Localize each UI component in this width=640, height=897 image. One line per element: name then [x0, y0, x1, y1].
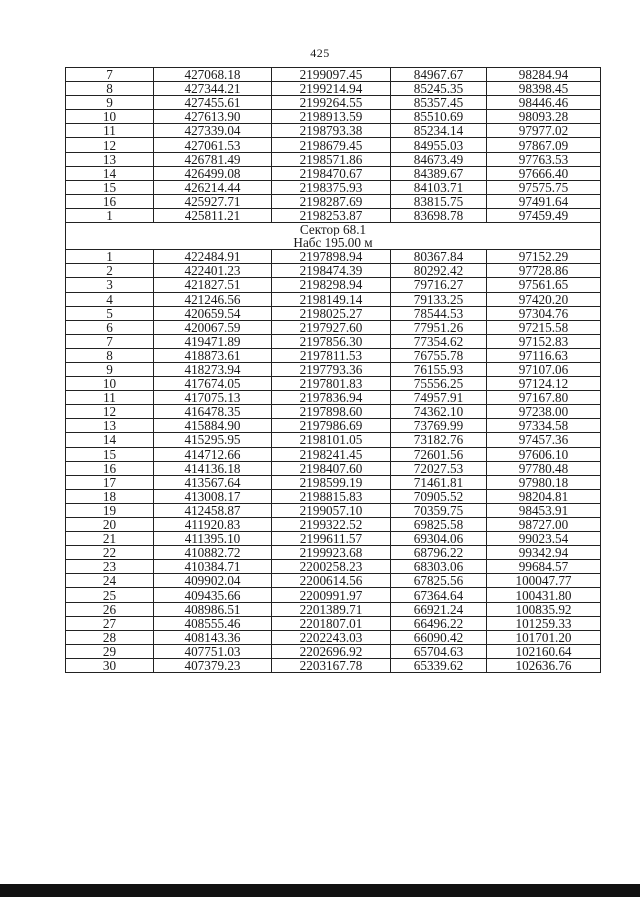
point-number-cell: 27: [66, 616, 154, 630]
table-row: [66, 334, 601, 348]
local-x-cell: 84955.03: [391, 138, 487, 152]
coord-x-cell: 427061.53: [154, 138, 272, 152]
point-number-cell: 26: [66, 602, 154, 616]
point-number-cell: 14: [66, 166, 154, 180]
point-number-cell: 14: [66, 433, 154, 447]
coord-y-cell: 2197898.94: [272, 250, 391, 264]
coord-x-cell: 410384.71: [154, 560, 272, 574]
local-x-cell: 85245.35: [391, 82, 487, 96]
local-x-cell: 67364.64: [391, 588, 487, 602]
coord-y-cell: 2199214.94: [272, 82, 391, 96]
coord-x-cell: 419471.89: [154, 334, 272, 348]
local-y-cell: 97763.53: [487, 152, 601, 166]
point-number-cell: 7: [66, 68, 154, 82]
local-y-cell: 97152.29: [487, 250, 601, 264]
table-row: [66, 630, 601, 644]
coord-y-cell: 2203167.78: [272, 658, 391, 672]
table-row: [66, 532, 601, 546]
table-row: [66, 96, 601, 110]
coord-y-cell: 2197856.30: [272, 334, 391, 348]
coord-y-cell: 2199264.55: [272, 96, 391, 110]
coord-x-cell: 420067.59: [154, 320, 272, 334]
coord-x-cell: 422401.23: [154, 264, 272, 278]
sector-elevation-row: [66, 236, 601, 250]
table-row: [66, 68, 601, 82]
table-row: [66, 362, 601, 376]
coord-y-cell: 2202243.03: [272, 630, 391, 644]
local-x-cell: 69304.06: [391, 532, 487, 546]
coord-y-cell: 2201389.71: [272, 602, 391, 616]
coord-x-cell: 427339.04: [154, 124, 272, 138]
local-x-cell: 74362.10: [391, 405, 487, 419]
coord-x-cell: 420659.54: [154, 306, 272, 320]
table-row: [66, 616, 601, 630]
coord-x-cell: 426499.08: [154, 166, 272, 180]
table-row: [66, 658, 601, 672]
local-x-cell: 85234.14: [391, 124, 487, 138]
point-number-cell: 12: [66, 138, 154, 152]
table-row: [66, 194, 601, 208]
local-x-cell: 68796.22: [391, 546, 487, 560]
table-row: [66, 278, 601, 292]
coord-x-cell: 416478.35: [154, 405, 272, 419]
local-x-cell: 80292.42: [391, 264, 487, 278]
local-x-cell: 76755.78: [391, 348, 487, 362]
point-number-cell: 11: [66, 391, 154, 405]
coord-y-cell: 2199097.45: [272, 68, 391, 82]
coord-y-cell: 2198679.45: [272, 138, 391, 152]
local-y-cell: 97780.48: [487, 461, 601, 475]
coord-x-cell: 426214.44: [154, 180, 272, 194]
local-y-cell: 97459.49: [487, 208, 601, 222]
table-row: [66, 82, 601, 96]
local-x-cell: 84103.71: [391, 180, 487, 194]
coordinates-table: [65, 67, 601, 673]
local-y-cell: 97728.86: [487, 264, 601, 278]
local-y-cell: 97334.58: [487, 419, 601, 433]
coord-x-cell: 417075.13: [154, 391, 272, 405]
table-row: [66, 518, 601, 532]
table-row: [66, 124, 601, 138]
local-y-cell: 100047.77: [487, 574, 601, 588]
coord-x-cell: 421827.51: [154, 278, 272, 292]
coord-x-cell: 425927.71: [154, 194, 272, 208]
local-y-cell: 97304.76: [487, 306, 601, 320]
table-row: [66, 419, 601, 433]
local-y-cell: 98453.91: [487, 503, 601, 517]
point-number-cell: 15: [66, 447, 154, 461]
local-x-cell: 69825.58: [391, 518, 487, 532]
local-x-cell: 70905.52: [391, 489, 487, 503]
local-y-cell: 99023.54: [487, 532, 601, 546]
coord-x-cell: 418873.61: [154, 348, 272, 362]
table-row: [66, 264, 601, 278]
coord-y-cell: 2197836.94: [272, 391, 391, 405]
coord-y-cell: 2198913.59: [272, 110, 391, 124]
local-y-cell: 101259.33: [487, 616, 601, 630]
table-row: [66, 489, 601, 503]
coord-x-cell: 427455.61: [154, 96, 272, 110]
coord-y-cell: 2198474.39: [272, 264, 391, 278]
local-y-cell: 97606.10: [487, 447, 601, 461]
table-row: [66, 292, 601, 306]
coord-y-cell: 2198815.83: [272, 489, 391, 503]
coord-x-cell: 407379.23: [154, 658, 272, 672]
table-row: [66, 433, 601, 447]
table-row: [66, 152, 601, 166]
table-row: [66, 588, 601, 602]
local-y-cell: 97152.83: [487, 334, 601, 348]
coord-y-cell: 2199322.52: [272, 518, 391, 532]
local-y-cell: 100835.92: [487, 602, 601, 616]
local-y-cell: 97980.18: [487, 475, 601, 489]
coord-y-cell: 2201807.01: [272, 616, 391, 630]
point-number-cell: 24: [66, 574, 154, 588]
coord-y-cell: 2198375.93: [272, 180, 391, 194]
coord-y-cell: 2197801.83: [272, 377, 391, 391]
coord-x-cell: 408986.51: [154, 602, 272, 616]
local-y-cell: 97457.36: [487, 433, 601, 447]
point-number-cell: 20: [66, 518, 154, 532]
table-row: [66, 602, 601, 616]
local-x-cell: 84389.67: [391, 166, 487, 180]
coord-x-cell: 417674.05: [154, 377, 272, 391]
table-row: [66, 208, 601, 222]
local-x-cell: 73182.76: [391, 433, 487, 447]
coord-x-cell: 415295.95: [154, 433, 272, 447]
local-y-cell: 97575.75: [487, 180, 601, 194]
coord-y-cell: 2199057.10: [272, 503, 391, 517]
coord-x-cell: 427068.18: [154, 68, 272, 82]
point-number-cell: 1: [66, 208, 154, 222]
local-y-cell: 97124.12: [487, 377, 601, 391]
local-y-cell: 101701.20: [487, 630, 601, 644]
coord-x-cell: 421246.56: [154, 292, 272, 306]
point-number-cell: 25: [66, 588, 154, 602]
coord-y-cell: 2200258.23: [272, 560, 391, 574]
table-row: [66, 166, 601, 180]
point-number-cell: 13: [66, 152, 154, 166]
coord-x-cell: 414136.18: [154, 461, 272, 475]
point-number-cell: 19: [66, 503, 154, 517]
local-x-cell: 84967.67: [391, 68, 487, 82]
point-number-cell: 23: [66, 560, 154, 574]
point-number-cell: 13: [66, 419, 154, 433]
point-number-cell: 30: [66, 658, 154, 672]
local-y-cell: 97107.06: [487, 362, 601, 376]
local-y-cell: 98093.28: [487, 110, 601, 124]
coord-y-cell: 2198253.87: [272, 208, 391, 222]
coord-x-cell: 413008.17: [154, 489, 272, 503]
point-number-cell: 8: [66, 82, 154, 96]
coord-x-cell: 412458.87: [154, 503, 272, 517]
sector-title: Сектор 68.1: [66, 223, 601, 237]
table-row: [66, 560, 601, 574]
coord-x-cell: 413567.64: [154, 475, 272, 489]
local-y-cell: 98204.81: [487, 489, 601, 503]
coord-x-cell: 408143.36: [154, 630, 272, 644]
local-y-cell: 97666.40: [487, 166, 601, 180]
table-row: [66, 447, 601, 461]
coord-y-cell: 2198025.27: [272, 306, 391, 320]
coord-y-cell: 2202696.92: [272, 644, 391, 658]
local-x-cell: 78544.53: [391, 306, 487, 320]
local-x-cell: 85357.45: [391, 96, 487, 110]
sector-elevation: Набс 195.00 м: [66, 236, 601, 250]
coord-y-cell: 2200614.56: [272, 574, 391, 588]
point-number-cell: 16: [66, 194, 154, 208]
table-row: [66, 391, 601, 405]
local-y-cell: 97561.65: [487, 278, 601, 292]
scan-bottom-edge: [0, 884, 640, 897]
coord-y-cell: 2198599.19: [272, 475, 391, 489]
local-x-cell: 67825.56: [391, 574, 487, 588]
local-y-cell: 98446.46: [487, 96, 601, 110]
point-number-cell: 3: [66, 278, 154, 292]
point-number-cell: 6: [66, 320, 154, 334]
point-number-cell: 18: [66, 489, 154, 503]
local-x-cell: 72027.53: [391, 461, 487, 475]
local-y-cell: 97977.02: [487, 124, 601, 138]
table-row: [66, 320, 601, 334]
local-x-cell: 75556.25: [391, 377, 487, 391]
local-y-cell: 98398.45: [487, 82, 601, 96]
point-number-cell: 9: [66, 362, 154, 376]
table-row: [66, 250, 601, 264]
point-number-cell: 21: [66, 532, 154, 546]
point-number-cell: 1: [66, 250, 154, 264]
local-y-cell: 98284.94: [487, 68, 601, 82]
coord-y-cell: 2197986.69: [272, 419, 391, 433]
table-row: [66, 475, 601, 489]
coord-x-cell: 410882.72: [154, 546, 272, 560]
coord-x-cell: 409902.04: [154, 574, 272, 588]
table-row: [66, 461, 601, 475]
table-row: [66, 180, 601, 194]
local-y-cell: 97215.58: [487, 320, 601, 334]
local-x-cell: 66496.22: [391, 616, 487, 630]
coord-y-cell: 2198407.60: [272, 461, 391, 475]
point-number-cell: 10: [66, 110, 154, 124]
local-y-cell: 98727.00: [487, 518, 601, 532]
point-number-cell: 10: [66, 377, 154, 391]
local-x-cell: 83698.78: [391, 208, 487, 222]
table-row: [66, 405, 601, 419]
local-x-cell: 71461.81: [391, 475, 487, 489]
point-number-cell: 4: [66, 292, 154, 306]
local-x-cell: 73769.99: [391, 419, 487, 433]
local-x-cell: 85510.69: [391, 110, 487, 124]
table-row: [66, 503, 601, 517]
coord-y-cell: 2198793.38: [272, 124, 391, 138]
point-number-cell: 2: [66, 264, 154, 278]
local-x-cell: 83815.75: [391, 194, 487, 208]
coord-y-cell: 2198149.14: [272, 292, 391, 306]
local-x-cell: 76155.93: [391, 362, 487, 376]
point-number-cell: 16: [66, 461, 154, 475]
local-y-cell: 97238.00: [487, 405, 601, 419]
local-x-cell: 65704.63: [391, 644, 487, 658]
table-row: [66, 644, 601, 658]
point-number-cell: 15: [66, 180, 154, 194]
coord-x-cell: 418273.94: [154, 362, 272, 376]
local-x-cell: 79716.27: [391, 278, 487, 292]
point-number-cell: 11: [66, 124, 154, 138]
local-y-cell: 102636.76: [487, 658, 601, 672]
table-row: [66, 377, 601, 391]
table-row: [66, 306, 601, 320]
coord-y-cell: 2198298.94: [272, 278, 391, 292]
local-x-cell: 77354.62: [391, 334, 487, 348]
sector-title-row: [66, 223, 601, 237]
local-x-cell: 77951.26: [391, 320, 487, 334]
table-row: [66, 574, 601, 588]
point-number-cell: 7: [66, 334, 154, 348]
coord-x-cell: 426781.49: [154, 152, 272, 166]
coord-y-cell: 2198571.86: [272, 152, 391, 166]
local-x-cell: 66921.24: [391, 602, 487, 616]
coord-y-cell: 2197811.53: [272, 348, 391, 362]
coord-x-cell: 411920.83: [154, 518, 272, 532]
local-y-cell: 99684.57: [487, 560, 601, 574]
point-number-cell: 29: [66, 644, 154, 658]
local-x-cell: 66090.42: [391, 630, 487, 644]
local-y-cell: 97116.63: [487, 348, 601, 362]
local-y-cell: 102160.64: [487, 644, 601, 658]
page-number: 425: [310, 46, 330, 60]
point-number-cell: 8: [66, 348, 154, 362]
table-row: [66, 110, 601, 124]
coord-x-cell: 427613.90: [154, 110, 272, 124]
coord-x-cell: 414712.66: [154, 447, 272, 461]
coord-x-cell: 415884.90: [154, 419, 272, 433]
coord-y-cell: 2198287.69: [272, 194, 391, 208]
table-row: [66, 348, 601, 362]
table-row: [66, 138, 601, 152]
coord-y-cell: 2197927.60: [272, 320, 391, 334]
point-number-cell: 17: [66, 475, 154, 489]
coord-y-cell: 2197898.60: [272, 405, 391, 419]
coord-x-cell: 411395.10: [154, 532, 272, 546]
coord-x-cell: 408555.46: [154, 616, 272, 630]
coord-y-cell: 2199611.57: [272, 532, 391, 546]
coord-y-cell: 2197793.36: [272, 362, 391, 376]
local-y-cell: 97167.80: [487, 391, 601, 405]
local-y-cell: 97867.09: [487, 138, 601, 152]
point-number-cell: 12: [66, 405, 154, 419]
coord-y-cell: 2198241.45: [272, 447, 391, 461]
point-number-cell: 5: [66, 306, 154, 320]
local-x-cell: 72601.56: [391, 447, 487, 461]
coord-y-cell: 2198101.05: [272, 433, 391, 447]
local-x-cell: 70359.75: [391, 503, 487, 517]
coord-y-cell: 2200991.97: [272, 588, 391, 602]
point-number-cell: 22: [66, 546, 154, 560]
point-number-cell: 9: [66, 96, 154, 110]
local-x-cell: 80367.84: [391, 250, 487, 264]
coord-y-cell: 2198470.67: [272, 166, 391, 180]
coord-x-cell: 427344.21: [154, 82, 272, 96]
local-y-cell: 99342.94: [487, 546, 601, 560]
point-number-cell: 28: [66, 630, 154, 644]
local-x-cell: 84673.49: [391, 152, 487, 166]
coordinates-table-body: [66, 68, 601, 673]
local-x-cell: 68303.06: [391, 560, 487, 574]
local-x-cell: 74957.91: [391, 391, 487, 405]
coord-y-cell: 2199923.68: [272, 546, 391, 560]
table-row: [66, 546, 601, 560]
local-y-cell: 97491.64: [487, 194, 601, 208]
coord-x-cell: 425811.21: [154, 208, 272, 222]
coord-x-cell: 407751.03: [154, 644, 272, 658]
local-x-cell: 79133.25: [391, 292, 487, 306]
coord-x-cell: 422484.91: [154, 250, 272, 264]
coord-x-cell: 409435.66: [154, 588, 272, 602]
local-y-cell: 97420.20: [487, 292, 601, 306]
local-x-cell: 65339.62: [391, 658, 487, 672]
local-y-cell: 100431.80: [487, 588, 601, 602]
